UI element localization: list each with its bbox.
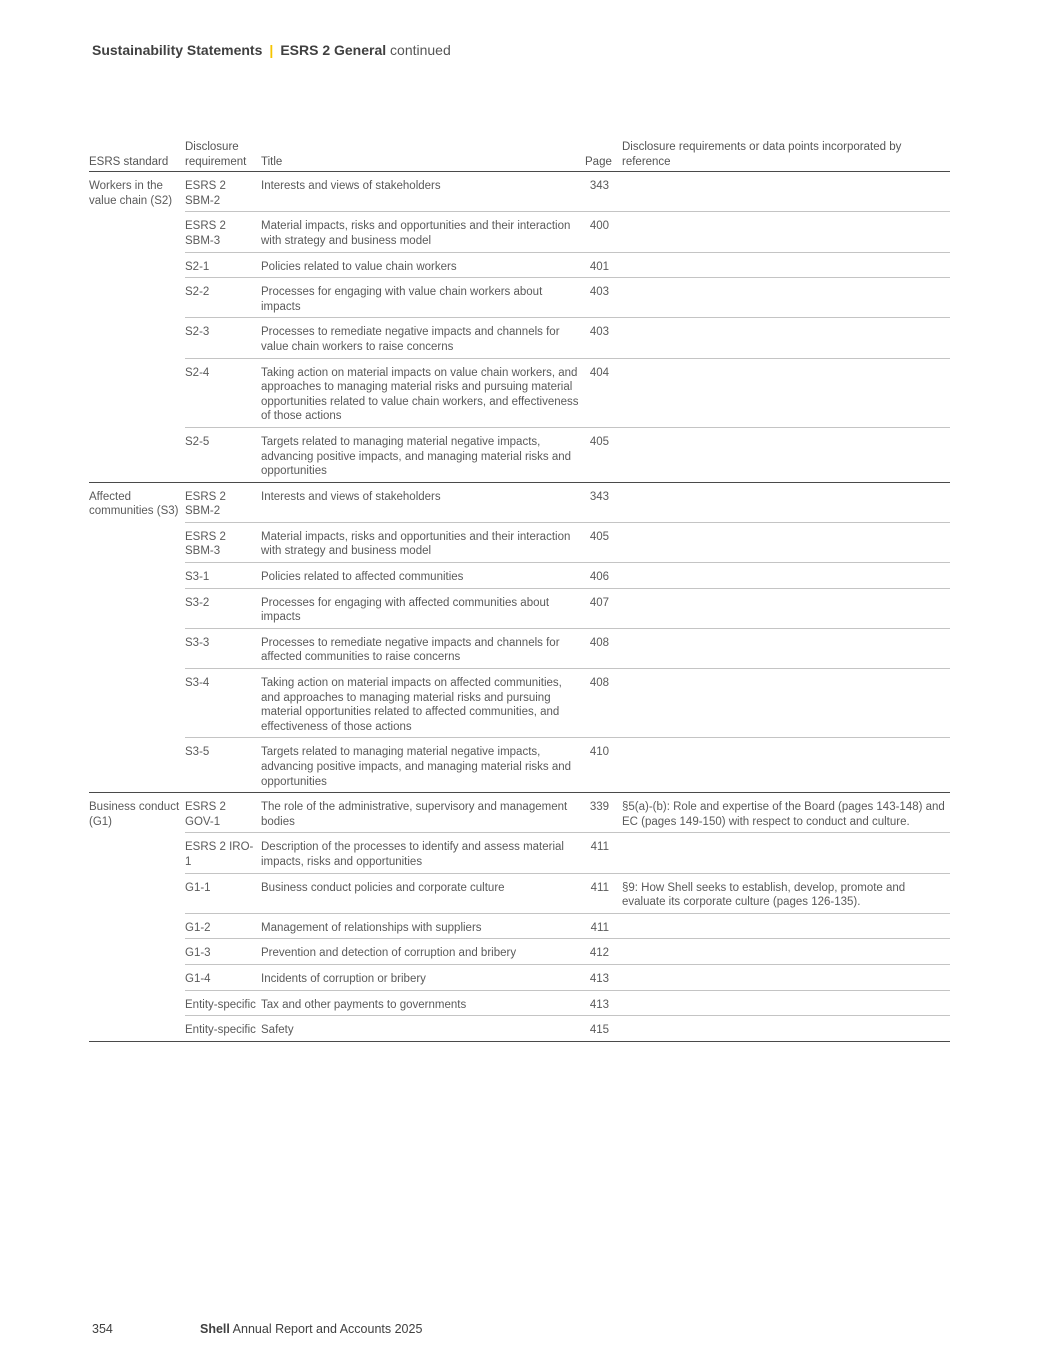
disclosure-requirement-cell: ESRS 2 SBM-2 — [185, 172, 261, 212]
disclosure-requirement-cell: S3-3 — [185, 628, 261, 668]
disclosure-requirement-cell: G1-4 — [185, 964, 261, 990]
disclosure-requirement-cell: S3-2 — [185, 588, 261, 628]
page-cell: 343 — [585, 172, 622, 212]
table-row — [89, 628, 950, 668]
column-header-reference: Disclosure requirements or data points incorporated by reference — [622, 140, 950, 172]
reference-cell — [622, 939, 950, 965]
column-header-standard: ESRS standard — [89, 140, 185, 172]
page-cell: 401 — [585, 252, 622, 278]
page-cell: 407 — [585, 588, 622, 628]
table-row — [89, 990, 950, 1016]
reference-cell — [622, 212, 950, 252]
page-footer — [92, 1322, 422, 1336]
disclosure-requirement-cell: S2-2 — [185, 278, 261, 318]
footer-brand: Shell — [200, 1322, 230, 1336]
page-cell: 412 — [585, 939, 622, 965]
column-header-title: Title — [261, 140, 585, 172]
reference-cell — [622, 358, 950, 427]
esrs-standard-cell: Business conduct (G1) — [89, 793, 185, 1042]
table-row — [89, 172, 950, 212]
table-row — [89, 964, 950, 990]
title-cell: Material impacts, risks and opportunities and their interaction with strategy and business model — [261, 212, 585, 252]
table-row — [89, 939, 950, 965]
page-cell: 415 — [585, 1016, 622, 1042]
reference-cell — [622, 318, 950, 358]
reference-cell — [622, 833, 950, 873]
page-cell: 343 — [585, 482, 622, 522]
table-row — [89, 427, 950, 482]
reference-cell — [622, 252, 950, 278]
title-cell: Targets related to managing material negative impacts, advancing positive impacts, and managing material risks and opportunities — [261, 427, 585, 482]
esrs-standard-cell: Workers in the value chain (S2) — [89, 172, 185, 483]
disclosure-requirement-cell: ESRS 2 SBM-2 — [185, 482, 261, 522]
title-cell: Interests and views of stakeholders — [261, 172, 585, 212]
reference-cell — [622, 1016, 950, 1042]
title-cell: Prevention and detection of corruption and bribery — [261, 939, 585, 965]
page-cell: 408 — [585, 669, 622, 738]
disclosure-requirement-cell: S3-1 — [185, 563, 261, 589]
column-header-page: Page — [585, 140, 622, 172]
page-cell: 410 — [585, 738, 622, 793]
title-cell: Processes for engaging with value chain workers about impacts — [261, 278, 585, 318]
reference-cell — [622, 588, 950, 628]
page-cell: 411 — [585, 913, 622, 939]
footer-publication: Annual Report and Accounts 2025 — [232, 1322, 423, 1336]
disclosure-requirement-cell: S2-5 — [185, 427, 261, 482]
esrs-disclosure-table — [89, 140, 950, 1042]
reference-cell — [622, 172, 950, 212]
disclosure-requirement-cell: G1-2 — [185, 913, 261, 939]
reference-cell — [622, 669, 950, 738]
title-cell: Management of relationships with suppliers — [261, 913, 585, 939]
reference-cell — [622, 964, 950, 990]
reference-cell — [622, 990, 950, 1016]
reference-cell — [622, 563, 950, 589]
title-cell: Policies related to value chain workers — [261, 252, 585, 278]
title-cell: Taking action on material impacts on value chain workers, and approaches to managing material risks and pursuing material opportunities related to value chain workers, and effectiveness of those actions — [261, 358, 585, 427]
disclosure-requirement-cell: Entity-specific — [185, 990, 261, 1016]
disclosure-requirement-cell: ESRS 2 SBM-3 — [185, 522, 261, 562]
page-cell: 403 — [585, 278, 622, 318]
disclosure-requirement-cell: S2-4 — [185, 358, 261, 427]
reference-cell — [622, 427, 950, 482]
reference-cell — [622, 482, 950, 522]
disclosure-requirement-cell: G1-1 — [185, 873, 261, 913]
title-cell: Interests and views of stakeholders — [261, 482, 585, 522]
disclosure-requirement-cell: S2-1 — [185, 252, 261, 278]
page-cell: 400 — [585, 212, 622, 252]
page-cell: 404 — [585, 358, 622, 427]
page-cell: 403 — [585, 318, 622, 358]
esrs-standard-cell: Affected communities (S3) — [89, 482, 185, 793]
page-cell: 413 — [585, 964, 622, 990]
title-cell: Material impacts, risks and opportunities and their interaction with strategy and business model — [261, 522, 585, 562]
table-row — [89, 913, 950, 939]
disclosure-requirement-cell: ESRS 2 IRO-1 — [185, 833, 261, 873]
table-row — [89, 563, 950, 589]
reference-cell — [622, 628, 950, 668]
disclosure-requirement-cell: ESRS 2 SBM-3 — [185, 212, 261, 252]
title-cell: Business conduct policies and corporate culture — [261, 873, 585, 913]
table-row — [89, 318, 950, 358]
disclosure-requirement-cell: S3-4 — [185, 669, 261, 738]
page-cell: 411 — [585, 873, 622, 913]
disclosure-requirement-cell: S2-3 — [185, 318, 261, 358]
title-cell: Description of the processes to identify and assess material impacts, risks and opportunities — [261, 833, 585, 873]
page-cell: 411 — [585, 833, 622, 873]
column-header-disclosure: Disclosure requirement — [185, 140, 261, 172]
disclosure-requirement-cell: S3-5 — [185, 738, 261, 793]
title-cell: Policies related to affected communities — [261, 563, 585, 589]
table-header-row — [89, 140, 950, 172]
page-cell: 408 — [585, 628, 622, 668]
reference-cell — [622, 278, 950, 318]
title-cell: Safety — [261, 1016, 585, 1042]
table-row — [89, 358, 950, 427]
table-row — [89, 482, 950, 522]
table-row — [89, 522, 950, 562]
reference-cell — [622, 522, 950, 562]
header-section: Sustainability Statements — [92, 42, 263, 58]
disclosure-requirement-cell: Entity-specific — [185, 1016, 261, 1042]
page-cell: 405 — [585, 427, 622, 482]
title-cell: Processes to remediate negative impacts and channels for value chain workers to raise concerns — [261, 318, 585, 358]
table-row — [89, 873, 950, 913]
disclosure-requirement-cell: ESRS 2 GOV-1 — [185, 793, 261, 833]
title-cell: Processes for engaging with affected communities about impacts — [261, 588, 585, 628]
header-subsection: ESRS 2 General — [280, 42, 387, 58]
disclosure-requirement-cell: G1-3 — [185, 939, 261, 965]
table-row — [89, 738, 950, 793]
title-cell: Incidents of corruption or bribery — [261, 964, 585, 990]
reference-cell — [622, 913, 950, 939]
table-row — [89, 588, 950, 628]
table-row — [89, 252, 950, 278]
page-cell: 413 — [585, 990, 622, 1016]
table-row — [89, 793, 950, 833]
table-row — [89, 212, 950, 252]
header-separator: | — [269, 42, 274, 58]
running-header — [92, 42, 451, 58]
header-suffix: continued — [390, 42, 451, 58]
reference-cell: §5(a)-(b): Role and expertise of the Board (pages 143-148) and EC (pages 149-150) with respect to conduct and culture. — [622, 793, 950, 833]
reference-cell: §9: How Shell seeks to establish, develop, promote and evaluate its corporate culture (pages 126-135). — [622, 873, 950, 913]
title-cell: Targets related to managing material negative impacts, advancing positive impacts, and managing material risks and opportunities — [261, 738, 585, 793]
title-cell: Tax and other payments to governments — [261, 990, 585, 1016]
table-row — [89, 669, 950, 738]
page-cell: 339 — [585, 793, 622, 833]
page-cell: 406 — [585, 563, 622, 589]
title-cell: The role of the administrative, supervisory and management bodies — [261, 793, 585, 833]
reference-cell — [622, 738, 950, 793]
table-row — [89, 833, 950, 873]
page-number: 354 — [92, 1322, 113, 1336]
title-cell: Processes to remediate negative impacts and channels for affected communities to raise concerns — [261, 628, 585, 668]
title-cell: Taking action on material impacts on affected communities, and approaches to managing material risks and pursuing material opportunities related to affected communities, and effectiveness of those actions — [261, 669, 585, 738]
page-cell: 405 — [585, 522, 622, 562]
table-row — [89, 1016, 950, 1042]
table-row — [89, 278, 950, 318]
